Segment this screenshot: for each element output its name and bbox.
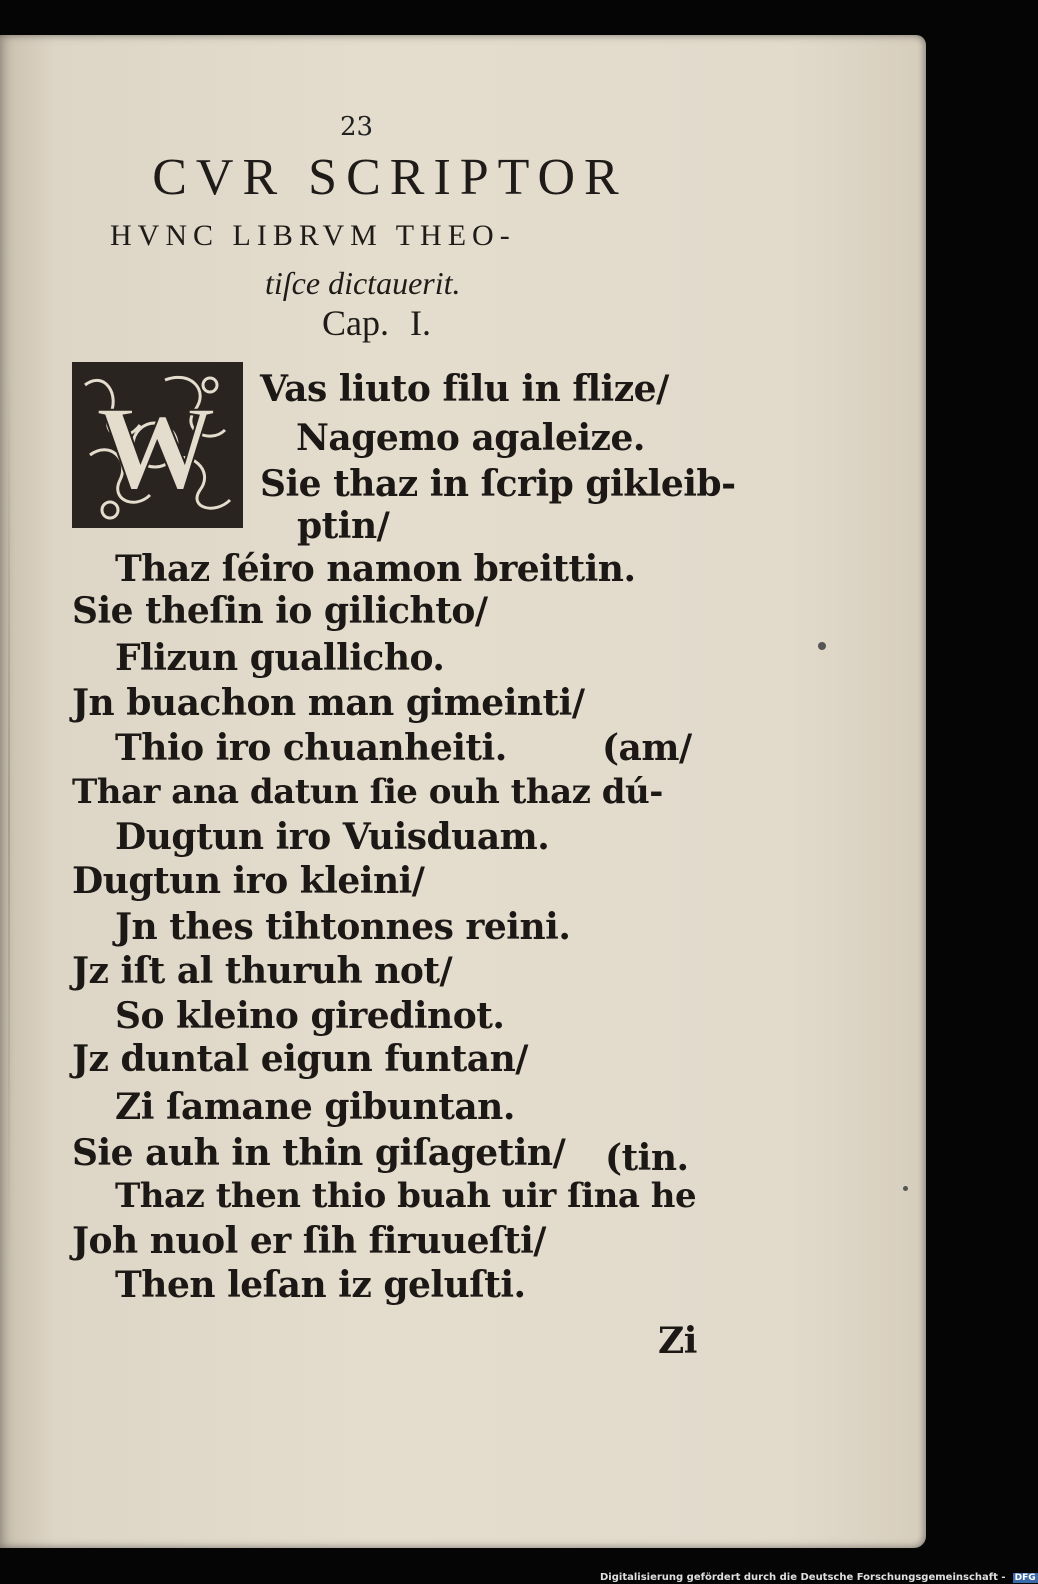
dfg-logo: DFG	[1014, 1573, 1036, 1583]
catchword: Zi	[658, 1320, 697, 1362]
verse-line: Thio iro chuanheiti.	[115, 727, 507, 769]
verse-line: Joh nuol er ſih firuueſti/	[72, 1220, 546, 1262]
verse-line: Nagemo agaleize.	[296, 417, 645, 459]
verse-line: (am/	[602, 727, 692, 769]
verse-line: ptin/	[297, 505, 390, 547]
verse-line: Jz duntal eigun funtan/	[72, 1038, 528, 1080]
verse-line: Jn thes tihtonnes reini.	[115, 906, 571, 948]
decorated-initial-w	[70, 360, 245, 530]
verse-line: Then leſan iz geluſti.	[115, 1264, 526, 1306]
footer-credit	[600, 1565, 1038, 1584]
footer-credit-text: Digitalisierung gefördert durch die Deutsche Forschungsgemeinschaft -	[600, 1572, 1006, 1583]
verse-line: Jn buachon man gimeinti/	[72, 682, 585, 724]
verse-line: Thar ana datun ſie ouh thaz dú-	[72, 772, 663, 812]
verse-line: Jz iſt al thuruh not/	[72, 950, 453, 992]
title-line-1: CVR SCRIPTOR	[152, 149, 628, 206]
verse-line: Thaz ſéiro namon breittin.	[115, 548, 636, 590]
gutter-shadow	[8, 365, 10, 1265]
ink-speck	[818, 642, 826, 650]
verse-line: Sie theſin io gilichto/	[72, 590, 488, 632]
title-line-2: HVNC LIBRVM THEO-	[110, 219, 516, 252]
verse-line: Flizun guallicho.	[115, 637, 445, 679]
verse-line: Dugtun iro Vuisduam.	[115, 816, 550, 858]
verse-line: Dugtun iro kleini/	[72, 860, 425, 902]
verse-line: So kleino giredinot.	[115, 995, 505, 1037]
verse-line: (tin.	[605, 1137, 689, 1179]
verse-line: Vas liuto filu in flize/	[260, 368, 669, 410]
verse-line: Thaz then thio buah uir ſina he	[115, 1176, 697, 1216]
verse-line: Sie thaz in ſcrip gikleib-	[260, 463, 736, 505]
initial-letter: W	[96, 381, 216, 514]
signature-mark: 23	[340, 112, 374, 142]
title-line-3: tiſce dictauerit.	[265, 265, 461, 301]
ink-speck	[903, 1186, 908, 1191]
verse-line: Sie auh in thin giſagetin/	[72, 1132, 566, 1174]
chapter-heading: Cap. I.	[322, 303, 431, 343]
verse-line: Zi ſamane gibuntan.	[115, 1086, 515, 1128]
